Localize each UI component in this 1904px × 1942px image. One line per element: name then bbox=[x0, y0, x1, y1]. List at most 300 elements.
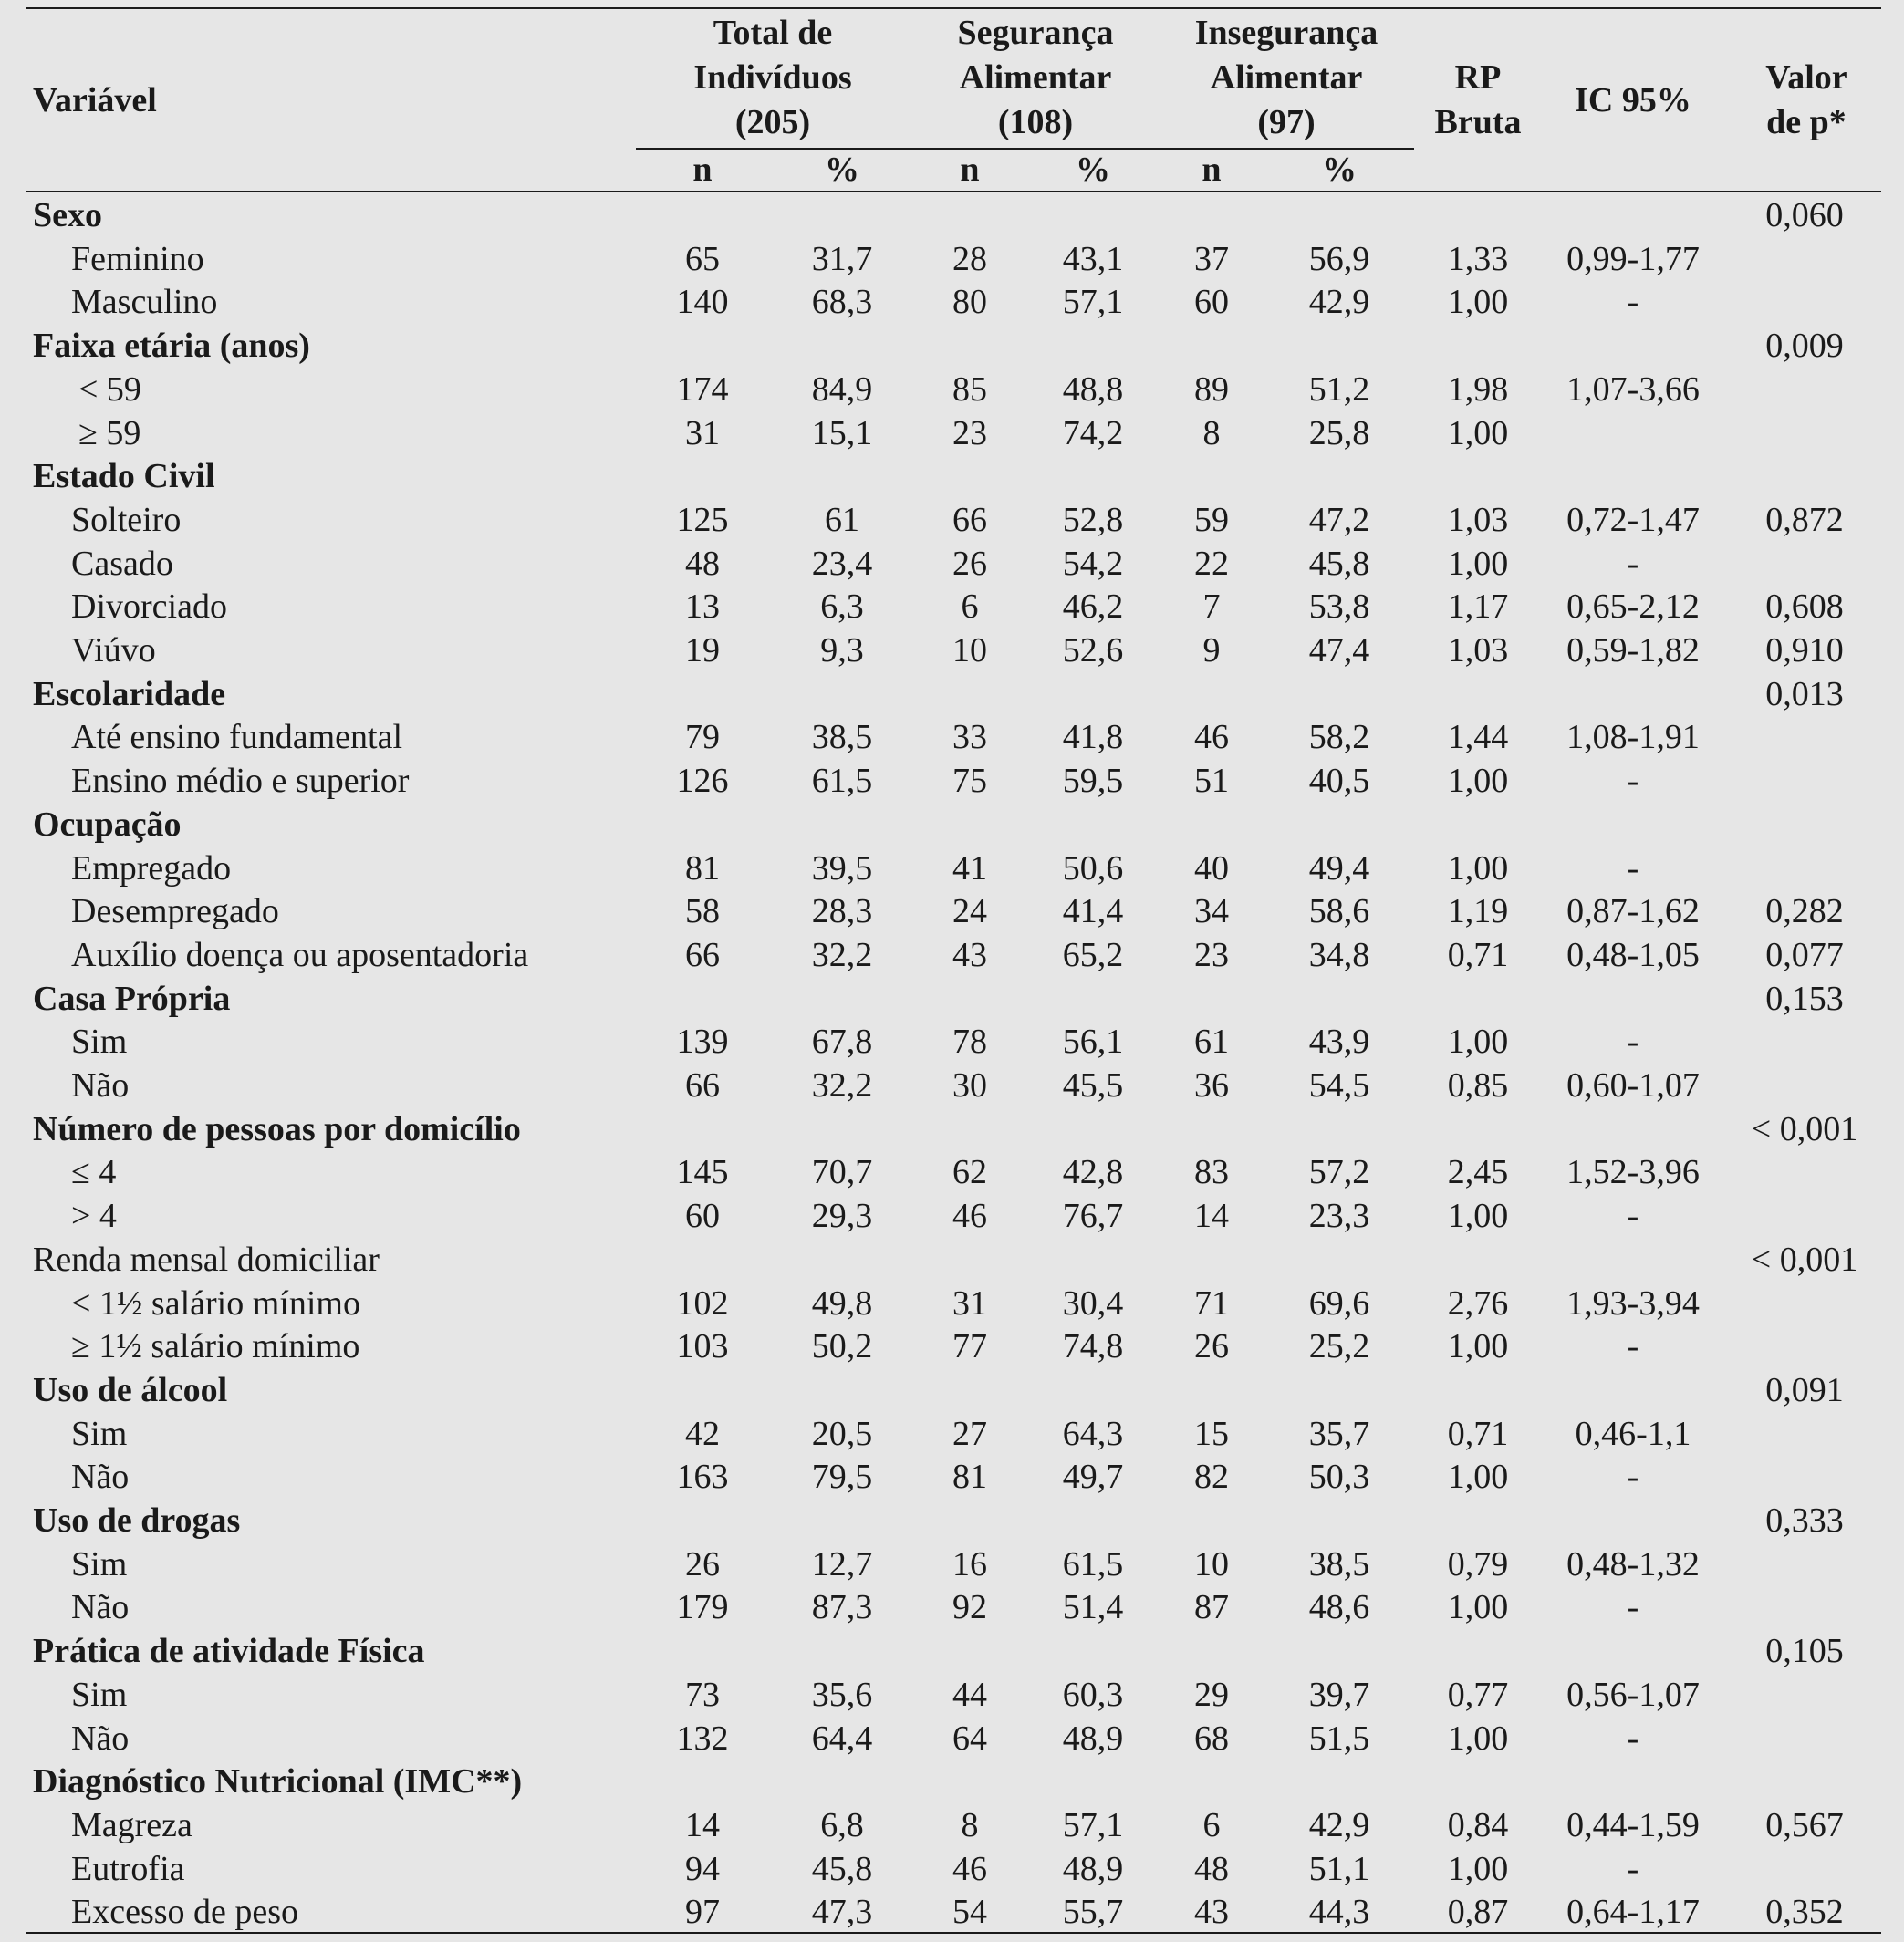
row-label: ≥ 59 bbox=[78, 414, 141, 452]
cell-seg-pct: 48,9 bbox=[1062, 1850, 1124, 1888]
cell-total-pct: 61 bbox=[825, 501, 859, 539]
cell-inseg-pct: 53,8 bbox=[1308, 587, 1370, 626]
cell-total-n: 103 bbox=[676, 1327, 729, 1366]
cell-inseg-n: 37 bbox=[1194, 240, 1229, 278]
cell-inseg-n: 14 bbox=[1194, 1197, 1229, 1235]
cell-ic: - bbox=[1627, 849, 1639, 888]
cell-inseg-n: 10 bbox=[1194, 1545, 1229, 1584]
cell-ic: 0,60-1,07 bbox=[1566, 1066, 1700, 1105]
cell-rp: 1,00 bbox=[1447, 1327, 1509, 1366]
cell-inseg-pct: 45,8 bbox=[1308, 545, 1370, 583]
cell-seg-n: 77 bbox=[952, 1327, 987, 1366]
cell-ic: 1,07-3,66 bbox=[1566, 370, 1700, 409]
cell-inseg-pct: 58,6 bbox=[1308, 892, 1370, 930]
cell-p-valor: 0,567 bbox=[1765, 1806, 1844, 1844]
cell-inseg-n: 87 bbox=[1194, 1588, 1229, 1626]
cell-inseg-pct: 56,9 bbox=[1308, 240, 1370, 278]
cell-seg-n: 54 bbox=[952, 1893, 987, 1931]
cell-inseg-pct: 49,4 bbox=[1308, 849, 1370, 888]
cell-rp: 0,85 bbox=[1447, 1066, 1509, 1105]
cell-ic: - bbox=[1627, 283, 1639, 321]
cell-seg-n: 41 bbox=[952, 849, 987, 888]
cell-total-n: 65 bbox=[685, 240, 720, 278]
cell-ic: 0,99-1,77 bbox=[1566, 240, 1700, 278]
header-rp bbox=[1405, 56, 1551, 145]
cell-total-pct: 64,4 bbox=[811, 1719, 873, 1758]
cell-p-valor: 0,077 bbox=[1765, 936, 1844, 974]
cell-rp: 1,00 bbox=[1447, 1458, 1509, 1496]
cell-ic: 0,48-1,05 bbox=[1566, 936, 1700, 974]
cell-inseg-pct: 48,6 bbox=[1308, 1588, 1370, 1626]
cell-total-pct: 35,6 bbox=[811, 1676, 873, 1714]
cell-total-n: 13 bbox=[685, 587, 720, 626]
cell-ic: 0,44-1,59 bbox=[1566, 1806, 1700, 1844]
cell-inseg-n: 6 bbox=[1202, 1806, 1221, 1844]
subheader-seg-n: n bbox=[960, 151, 980, 189]
cell-total-pct: 49,8 bbox=[811, 1284, 873, 1323]
cell-ic: - bbox=[1627, 1719, 1639, 1758]
cell-inseg-n: 7 bbox=[1202, 587, 1221, 626]
row-label: Casado bbox=[71, 545, 173, 583]
cell-rp: 1,00 bbox=[1447, 414, 1509, 452]
cell-p-valor: 0,352 bbox=[1765, 1893, 1844, 1931]
row-label: Número de pessoas por domicílio bbox=[33, 1110, 521, 1148]
cell-inseg-n: 71 bbox=[1194, 1284, 1229, 1323]
cell-rp: 0,84 bbox=[1447, 1806, 1509, 1844]
cell-seg-pct: 54,2 bbox=[1062, 545, 1124, 583]
row-label: < 1½ salário mínimo bbox=[71, 1284, 360, 1323]
cell-p-valor: 0,872 bbox=[1765, 501, 1844, 539]
cell-ic: - bbox=[1627, 1197, 1639, 1235]
cell-inseg-pct: 50,3 bbox=[1308, 1458, 1370, 1496]
row-label: Sim bbox=[71, 1676, 128, 1714]
row-label: Sim bbox=[71, 1023, 128, 1061]
cell-total-pct: 79,5 bbox=[811, 1458, 873, 1496]
cell-inseg-n: 40 bbox=[1194, 849, 1229, 888]
cell-seg-n: 44 bbox=[952, 1676, 987, 1714]
row-label: Não bbox=[71, 1588, 130, 1626]
cell-seg-pct: 50,6 bbox=[1062, 849, 1124, 888]
cell-seg-n: 30 bbox=[952, 1066, 987, 1105]
row-label: Ensino médio e superior bbox=[71, 762, 410, 800]
cell-rp: 1,00 bbox=[1447, 1850, 1509, 1888]
cell-total-pct: 32,2 bbox=[811, 936, 873, 974]
header-inseguranca-line2: Alimentar bbox=[1210, 58, 1363, 97]
cell-inseg-pct: 54,5 bbox=[1308, 1066, 1370, 1105]
row-label: Empregado bbox=[71, 849, 232, 888]
cell-rp: 1,00 bbox=[1447, 762, 1509, 800]
cell-p-valor: 0,282 bbox=[1765, 892, 1844, 930]
row-label: Magreza bbox=[71, 1806, 192, 1844]
cell-total-pct: 6,8 bbox=[820, 1806, 864, 1844]
cell-seg-pct: 60,3 bbox=[1062, 1676, 1124, 1714]
cell-seg-pct: 45,5 bbox=[1062, 1066, 1124, 1105]
cell-rp: 1,00 bbox=[1447, 1719, 1509, 1758]
header-seguranca-line2: Alimentar bbox=[959, 58, 1112, 97]
cell-p-valor: 0,060 bbox=[1765, 196, 1844, 234]
cell-rp: 1,17 bbox=[1447, 587, 1509, 626]
cell-total-n: 102 bbox=[676, 1284, 729, 1323]
row-label: Uso de álcool bbox=[33, 1371, 228, 1409]
cell-seg-pct: 52,8 bbox=[1062, 501, 1124, 539]
cell-ic: - bbox=[1627, 1023, 1639, 1061]
header-valor bbox=[1733, 56, 1879, 145]
cell-total-pct: 45,8 bbox=[811, 1850, 873, 1888]
cell-total-pct: 68,3 bbox=[811, 283, 873, 321]
header-total-line3: (205) bbox=[734, 103, 811, 141]
row-label: Uso de drogas bbox=[33, 1501, 241, 1540]
row-label: Até ensino fundamental bbox=[71, 718, 403, 756]
cell-seg-pct: 43,1 bbox=[1062, 240, 1124, 278]
cell-ic: - bbox=[1627, 545, 1639, 583]
cell-seg-n: 75 bbox=[952, 762, 987, 800]
cell-ic: 0,65-2,12 bbox=[1566, 587, 1700, 626]
cell-total-n: 26 bbox=[685, 1545, 720, 1584]
cell-total-pct: 12,7 bbox=[811, 1545, 873, 1584]
cell-seg-pct: 42,8 bbox=[1062, 1153, 1124, 1191]
cell-inseg-pct: 25,2 bbox=[1308, 1327, 1370, 1366]
cell-seg-pct: 61,5 bbox=[1062, 1545, 1124, 1584]
cell-p-valor: 0,091 bbox=[1765, 1371, 1844, 1409]
cell-total-pct: 23,4 bbox=[811, 545, 873, 583]
cell-seg-pct: 76,7 bbox=[1062, 1197, 1124, 1235]
cell-inseg-n: 9 bbox=[1202, 631, 1221, 670]
cell-ic: 0,72-1,47 bbox=[1566, 501, 1700, 539]
cell-ic: - bbox=[1627, 1588, 1639, 1626]
cell-rp: 1,00 bbox=[1447, 1588, 1509, 1626]
cell-inseg-n: 60 bbox=[1194, 283, 1229, 321]
cell-total-pct: 70,7 bbox=[811, 1153, 873, 1191]
row-label: Desempregado bbox=[71, 892, 279, 930]
cell-seg-n: 8 bbox=[961, 1806, 979, 1844]
row-label: Prática de atividade Física bbox=[33, 1632, 425, 1670]
cell-total-pct: 38,5 bbox=[811, 718, 873, 756]
cell-inseg-pct: 42,9 bbox=[1308, 283, 1370, 321]
cell-total-pct: 32,2 bbox=[811, 1066, 873, 1105]
cell-seg-n: 10 bbox=[952, 631, 987, 670]
cell-inseg-n: 34 bbox=[1194, 892, 1229, 930]
cell-p-valor: < 0,001 bbox=[1751, 1241, 1858, 1279]
cell-total-n: 94 bbox=[685, 1850, 720, 1888]
cell-inseg-pct: 58,2 bbox=[1308, 718, 1370, 756]
cell-inseg-n: 48 bbox=[1194, 1850, 1229, 1888]
cell-seg-pct: 48,8 bbox=[1062, 370, 1124, 409]
cell-seg-n: 43 bbox=[952, 936, 987, 974]
row-label: Faixa etária (anos) bbox=[33, 327, 310, 365]
cell-inseg-n: 36 bbox=[1194, 1066, 1229, 1105]
cell-total-n: 19 bbox=[685, 631, 720, 670]
cell-total-pct: 67,8 bbox=[811, 1023, 873, 1061]
cell-seg-pct: 74,2 bbox=[1062, 414, 1124, 452]
cell-seg-pct: 74,8 bbox=[1062, 1327, 1124, 1366]
cell-p-valor: 0,153 bbox=[1765, 980, 1844, 1018]
cell-seg-n: 81 bbox=[952, 1458, 987, 1496]
row-label: Ocupação bbox=[33, 805, 182, 844]
cell-rp: 1,00 bbox=[1447, 283, 1509, 321]
cell-p-valor: 0,608 bbox=[1765, 587, 1844, 626]
cell-seg-n: 46 bbox=[952, 1850, 987, 1888]
cell-total-n: 31 bbox=[685, 414, 720, 452]
cell-ic: - bbox=[1627, 1458, 1639, 1496]
cell-rp: 1,03 bbox=[1447, 631, 1509, 670]
cell-seg-n: 46 bbox=[952, 1197, 987, 1235]
cell-total-n: 163 bbox=[676, 1458, 729, 1496]
cell-rp: 1,19 bbox=[1447, 892, 1509, 930]
cell-rp: 1,98 bbox=[1447, 370, 1509, 409]
cell-total-n: 58 bbox=[685, 892, 720, 930]
row-label: Divorciado bbox=[71, 587, 227, 626]
cell-rp: 1,00 bbox=[1447, 1197, 1509, 1235]
cell-inseg-pct: 34,8 bbox=[1308, 936, 1370, 974]
cell-rp: 0,87 bbox=[1447, 1893, 1509, 1931]
cell-total-pct: 47,3 bbox=[811, 1893, 873, 1931]
cell-seg-n: 16 bbox=[952, 1545, 987, 1584]
cell-total-n: 14 bbox=[685, 1806, 720, 1844]
cell-total-pct: 61,5 bbox=[811, 762, 873, 800]
cell-seg-pct: 46,2 bbox=[1062, 587, 1124, 626]
cell-inseg-pct: 23,3 bbox=[1308, 1197, 1370, 1235]
header-seguranca-line3: (108) bbox=[997, 103, 1074, 141]
cell-total-n: 73 bbox=[685, 1676, 720, 1714]
cell-seg-pct: 56,1 bbox=[1062, 1023, 1124, 1061]
cell-total-n: 79 bbox=[685, 718, 720, 756]
row-label: ≥ 1½ salário mínimo bbox=[71, 1327, 360, 1366]
row-label: Auxílio doença ou aposentadoria bbox=[71, 936, 529, 974]
cell-seg-pct: 65,2 bbox=[1062, 936, 1124, 974]
cell-total-n: 126 bbox=[676, 762, 729, 800]
cell-seg-n: 24 bbox=[952, 892, 987, 930]
cell-seg-n: 64 bbox=[952, 1719, 987, 1758]
cell-total-pct: 50,2 bbox=[811, 1327, 873, 1366]
cell-ic: - bbox=[1627, 1327, 1639, 1366]
cell-seg-pct: 57,1 bbox=[1062, 1806, 1124, 1844]
row-label: Feminino bbox=[71, 240, 204, 278]
cell-ic: - bbox=[1627, 762, 1639, 800]
cell-p-valor: 0,333 bbox=[1765, 1501, 1844, 1540]
cell-seg-n: 31 bbox=[952, 1284, 987, 1323]
header-valor-line2: de p* bbox=[1766, 103, 1847, 141]
cell-total-n: 81 bbox=[685, 849, 720, 888]
cell-total-n: 97 bbox=[685, 1893, 720, 1931]
cell-total-n: 66 bbox=[685, 1066, 720, 1105]
cell-seg-pct: 55,7 bbox=[1062, 1893, 1124, 1931]
row-label: Renda mensal domiciliar bbox=[33, 1241, 380, 1279]
cell-seg-pct: 51,4 bbox=[1062, 1588, 1124, 1626]
cell-inseg-n: 68 bbox=[1194, 1719, 1229, 1758]
cell-p-valor: 0,105 bbox=[1765, 1632, 1844, 1670]
header-total-line2: Indivíduos bbox=[693, 58, 852, 97]
row-label: Escolaridade bbox=[33, 675, 226, 713]
cell-ic: 0,56-1,07 bbox=[1566, 1676, 1700, 1714]
cell-ic: 1,93-3,94 bbox=[1566, 1284, 1700, 1323]
row-label: Eutrofia bbox=[71, 1850, 185, 1888]
cell-seg-n: 33 bbox=[952, 718, 987, 756]
cell-total-pct: 9,3 bbox=[820, 631, 864, 670]
cell-inseg-n: 51 bbox=[1194, 762, 1229, 800]
cell-total-n: 48 bbox=[685, 545, 720, 583]
cell-total-pct: 20,5 bbox=[811, 1415, 873, 1453]
cell-ic: 0,87-1,62 bbox=[1566, 892, 1700, 930]
cell-inseg-n: 23 bbox=[1194, 936, 1229, 974]
header-inseguranca-line1: Insegurança bbox=[1194, 14, 1379, 52]
row-label: Não bbox=[71, 1458, 130, 1496]
cell-total-pct: 87,3 bbox=[811, 1588, 873, 1626]
cell-ic: - bbox=[1627, 1850, 1639, 1888]
cell-seg-n: 62 bbox=[952, 1153, 987, 1191]
row-label: Sexo bbox=[33, 196, 102, 234]
header-valor-line1: Valor bbox=[1765, 58, 1847, 97]
header-total-line1: Total de bbox=[713, 14, 833, 52]
cell-seg-pct: 52,6 bbox=[1062, 631, 1124, 670]
header-inseguranca-line3: (97) bbox=[1257, 103, 1316, 141]
row-label: Não bbox=[71, 1719, 130, 1758]
cell-seg-n: 6 bbox=[961, 587, 979, 626]
cell-total-pct: 31,7 bbox=[811, 240, 873, 278]
cell-p-valor: < 0,001 bbox=[1751, 1110, 1858, 1148]
cell-rp: 0,71 bbox=[1447, 1415, 1509, 1453]
cell-inseg-pct: 57,2 bbox=[1308, 1153, 1370, 1191]
row-label: Sim bbox=[71, 1545, 128, 1584]
cell-rp: 1,44 bbox=[1447, 718, 1509, 756]
cell-seg-pct: 64,3 bbox=[1062, 1415, 1124, 1453]
cell-seg-pct: 57,1 bbox=[1062, 283, 1124, 321]
cell-total-n: 174 bbox=[676, 370, 729, 409]
header-inseguranca bbox=[1159, 11, 1414, 145]
cell-rp: 1,00 bbox=[1447, 849, 1509, 888]
cell-ic: 0,46-1,1 bbox=[1575, 1415, 1691, 1453]
cell-inseg-pct: 51,1 bbox=[1308, 1850, 1370, 1888]
cell-seg-n: 26 bbox=[952, 545, 987, 583]
cell-seg-pct: 59,5 bbox=[1062, 762, 1124, 800]
row-label: ≤ 4 bbox=[71, 1153, 117, 1191]
cell-ic: 0,59-1,82 bbox=[1566, 631, 1700, 670]
cell-rp: 0,71 bbox=[1447, 936, 1509, 974]
cell-total-pct: 15,1 bbox=[811, 414, 873, 452]
row-label: < 59 bbox=[78, 370, 141, 409]
cell-rp: 1,00 bbox=[1447, 545, 1509, 583]
row-label: Estado Civil bbox=[33, 457, 215, 495]
subheader-total-pct: % bbox=[825, 151, 859, 189]
cell-rp: 1,33 bbox=[1447, 240, 1509, 278]
header-seguranca-line1: Segurança bbox=[957, 14, 1114, 52]
cell-ic: 0,64-1,17 bbox=[1566, 1893, 1700, 1931]
cell-p-valor: 0,910 bbox=[1765, 631, 1844, 670]
cell-inseg-n: 26 bbox=[1194, 1327, 1229, 1366]
cell-rp: 1,00 bbox=[1447, 1023, 1509, 1061]
cell-inseg-pct: 47,4 bbox=[1308, 631, 1370, 670]
cell-inseg-pct: 47,2 bbox=[1308, 501, 1370, 539]
cell-inseg-pct: 40,5 bbox=[1308, 762, 1370, 800]
cell-inseg-pct: 42,9 bbox=[1308, 1806, 1370, 1844]
cell-total-n: 42 bbox=[685, 1415, 720, 1453]
cell-total-pct: 6,3 bbox=[820, 587, 864, 626]
row-label: > 4 bbox=[71, 1197, 117, 1235]
cell-ic: 1,08-1,91 bbox=[1566, 718, 1700, 756]
row-label: Viúvo bbox=[71, 631, 156, 670]
cell-inseg-n: 8 bbox=[1202, 414, 1221, 452]
row-label: Excesso de peso bbox=[71, 1893, 299, 1931]
cell-total-pct: 28,3 bbox=[811, 892, 873, 930]
cell-inseg-n: 61 bbox=[1194, 1023, 1229, 1061]
cell-inseg-pct: 25,8 bbox=[1308, 414, 1370, 452]
row-label: Diagnóstico Nutricional (IMC**) bbox=[33, 1762, 523, 1801]
cell-inseg-n: 89 bbox=[1194, 370, 1229, 409]
cell-inseg-pct: 69,6 bbox=[1308, 1284, 1370, 1323]
header-seguranca bbox=[912, 11, 1159, 145]
cell-total-n: 139 bbox=[676, 1023, 729, 1061]
cell-p-valor: 0,013 bbox=[1765, 675, 1844, 713]
cell-total-n: 140 bbox=[676, 283, 729, 321]
cell-rp: 2,76 bbox=[1447, 1284, 1509, 1323]
cell-seg-n: 92 bbox=[952, 1588, 987, 1626]
cell-inseg-n: 22 bbox=[1194, 545, 1229, 583]
subheader-seg-pct: % bbox=[1076, 151, 1110, 189]
cell-rp: 0,77 bbox=[1447, 1676, 1509, 1714]
cell-ic: 0,48-1,32 bbox=[1566, 1545, 1700, 1584]
cell-total-n: 145 bbox=[676, 1153, 729, 1191]
cell-seg-pct: 48,9 bbox=[1062, 1719, 1124, 1758]
cell-total-n: 60 bbox=[685, 1197, 720, 1235]
header-rp-line2: Bruta bbox=[1434, 103, 1522, 141]
cell-inseg-n: 59 bbox=[1194, 501, 1229, 539]
cell-seg-n: 27 bbox=[952, 1415, 987, 1453]
cell-inseg-pct: 35,7 bbox=[1308, 1415, 1370, 1453]
cell-rp: 1,03 bbox=[1447, 501, 1509, 539]
cell-ic: 1,52-3,96 bbox=[1566, 1153, 1700, 1191]
header-rp-line1: RP bbox=[1454, 58, 1502, 97]
cell-total-pct: 84,9 bbox=[811, 370, 873, 409]
cell-p-valor: 0,009 bbox=[1765, 327, 1844, 365]
cell-seg-pct: 30,4 bbox=[1062, 1284, 1124, 1323]
cell-rp: 2,45 bbox=[1447, 1153, 1509, 1191]
cell-inseg-pct: 51,5 bbox=[1308, 1719, 1370, 1758]
cell-inseg-n: 15 bbox=[1194, 1415, 1229, 1453]
cell-inseg-n: 83 bbox=[1194, 1153, 1229, 1191]
subheader-inseg-pct: % bbox=[1322, 151, 1357, 189]
subheader-inseg-n: n bbox=[1202, 151, 1222, 189]
cell-seg-pct: 41,8 bbox=[1062, 718, 1124, 756]
cell-total-n: 66 bbox=[685, 936, 720, 974]
header-ic: IC 95% bbox=[1575, 81, 1691, 119]
cell-seg-n: 23 bbox=[952, 414, 987, 452]
cell-seg-n: 28 bbox=[952, 240, 987, 278]
row-label: Não bbox=[71, 1066, 130, 1105]
cell-inseg-pct: 51,2 bbox=[1308, 370, 1370, 409]
cell-rp: 0,79 bbox=[1447, 1545, 1509, 1584]
cell-seg-n: 85 bbox=[952, 370, 987, 409]
cell-inseg-n: 29 bbox=[1194, 1676, 1229, 1714]
row-label: Solteiro bbox=[71, 501, 182, 539]
cell-seg-n: 66 bbox=[952, 501, 987, 539]
cell-seg-pct: 49,7 bbox=[1062, 1458, 1124, 1496]
top-rule bbox=[26, 7, 1881, 9]
cell-inseg-n: 82 bbox=[1194, 1458, 1229, 1496]
cell-inseg-pct: 44,3 bbox=[1308, 1893, 1370, 1931]
row-label: Masculino bbox=[71, 283, 218, 321]
row-label: Sim bbox=[71, 1415, 128, 1453]
header-variavel: Variável bbox=[33, 81, 157, 119]
cell-seg-n: 78 bbox=[952, 1023, 987, 1061]
cell-inseg-n: 46 bbox=[1194, 718, 1229, 756]
header-total bbox=[636, 11, 910, 145]
cell-seg-pct: 41,4 bbox=[1062, 892, 1124, 930]
cell-total-n: 125 bbox=[676, 501, 729, 539]
cell-total-n: 179 bbox=[676, 1588, 729, 1626]
subheader-total-n: n bbox=[692, 151, 713, 189]
cell-inseg-pct: 39,7 bbox=[1308, 1676, 1370, 1714]
cell-inseg-pct: 43,9 bbox=[1308, 1023, 1370, 1061]
cell-total-n: 132 bbox=[676, 1719, 729, 1758]
